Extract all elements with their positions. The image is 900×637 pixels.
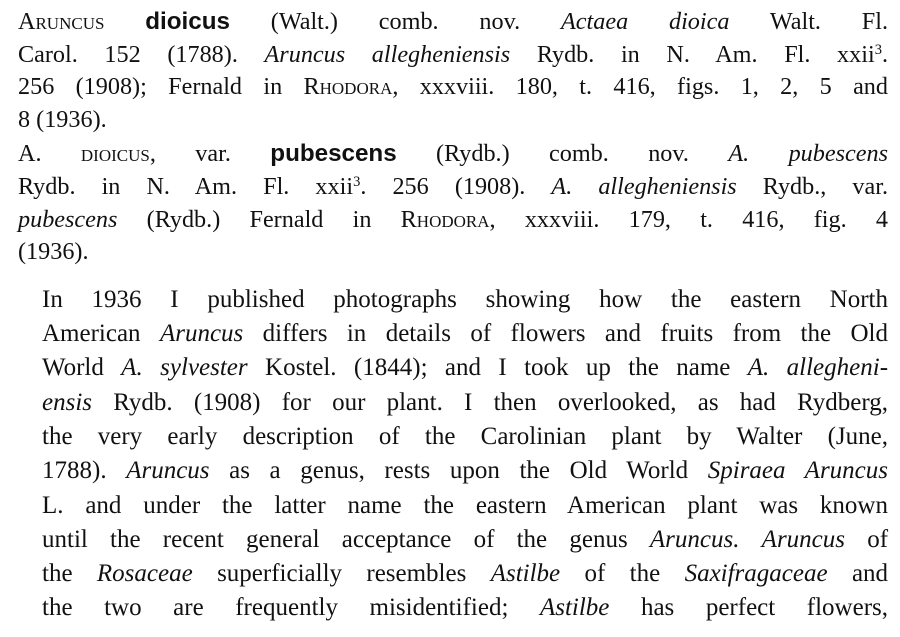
genus-name: Astilbe <box>539 594 610 622</box>
synonym-name: Actaea dioica <box>561 8 730 35</box>
species-name: A. sylvester <box>121 354 248 382</box>
superscript: 3 <box>874 41 882 58</box>
nomenclature-entry-aruncus-dioicus <box>18 6 888 136</box>
genus-name: Astilbe <box>490 560 561 588</box>
variety-name: pubescens <box>18 205 118 233</box>
text-line <box>18 317 888 351</box>
text-run: of the <box>584 560 661 588</box>
text-line <box>18 171 888 204</box>
text-run: American <box>42 320 141 348</box>
genus-name: Aruncus <box>18 8 105 35</box>
text-line <box>18 557 888 591</box>
text-line <box>18 523 888 557</box>
family-name: Saxifragaceae <box>684 560 828 588</box>
citation-text: Rydb. in N. Am. Fl. xxii <box>18 172 354 200</box>
family-name: Rosaceae <box>96 560 193 588</box>
genus-name: Aruncus. <box>649 525 740 553</box>
species-name: Spiraea Aruncus <box>707 457 888 485</box>
document-page <box>18 6 888 626</box>
citation-text: Carol. 152 (1788). <box>18 40 238 68</box>
journal-name: Rhodora <box>303 73 393 101</box>
citation-text: Rydb. in N. Am. Fl. xxii <box>536 40 875 68</box>
authority-text: (Rydb.) comb. nov. <box>436 140 689 168</box>
nomenclature-entry-var-pubescens <box>18 138 888 268</box>
punctuation: . <box>881 40 888 68</box>
text-run: and <box>851 560 889 588</box>
species-name: A. allegheni- <box>747 354 889 382</box>
synonym-name: Aruncus allegheniensis <box>264 40 511 68</box>
text-run: until the recent general acceptance of the genus <box>42 525 628 553</box>
species-name: dioicus <box>80 140 150 168</box>
journal-name: Rhodora <box>400 205 490 233</box>
citation-text: . 256 (1908). <box>360 172 526 200</box>
species-name: ensis <box>42 388 92 416</box>
text-line <box>18 204 888 237</box>
text-run: the <box>42 560 73 588</box>
genus-name: Aruncus <box>159 320 244 348</box>
citation-text: (Rydb.) Fernald in <box>146 205 372 233</box>
superscript: 3 <box>353 173 361 190</box>
text-run: has perfect flowers, <box>640 594 889 622</box>
variety-name: pubescens <box>270 140 397 168</box>
text-line <box>18 138 888 171</box>
text-line: In 1936 I published photographs showing how the eastern North <box>42 285 888 313</box>
text-run: of <box>867 525 889 553</box>
text-line <box>18 386 888 420</box>
text-line <box>18 71 888 104</box>
genus-name: Aruncus <box>761 525 845 553</box>
discussion-paragraph <box>18 283 888 626</box>
genus-abbrev: A. <box>18 140 42 168</box>
text-line <box>18 591 888 625</box>
text-run: Kostel. (1844); and I took up the name <box>265 354 731 382</box>
text-run: as a genus, rests upon the Old World <box>229 457 689 485</box>
text-line <box>18 39 888 72</box>
rank-text: , var. <box>149 140 231 168</box>
citation-text: Rydb., var. <box>762 172 888 200</box>
text-line: (1936). <box>18 238 89 266</box>
text-line: L. and under the latter name the eastern American plant was known <box>42 491 888 519</box>
text-line: the very early description of the Carolinian plant by Walter (June, <box>42 422 888 450</box>
authority-text: (Walt.) comb. nov. <box>270 8 521 35</box>
citation-text: 256 (1908); Fernald in <box>18 73 283 101</box>
text-line: 8 (1936). <box>18 105 107 133</box>
text-run: 1788). <box>42 457 107 485</box>
text-line <box>18 351 888 385</box>
citation-text: , xxxviii. 179, t. 416, fig. 4 <box>489 205 888 233</box>
synonym-name: A. allegheniensis <box>551 172 737 200</box>
synonym-name: A. pubescens <box>728 140 888 168</box>
text-run: differs in details of flowers and fruits from the Old <box>262 320 888 348</box>
text-run: World <box>42 354 104 382</box>
text-run: the two are frequently misidentified; <box>42 594 509 622</box>
text-run: Rydb. (1908) for our plant. I then overlooked, as had Rydberg, <box>113 388 889 416</box>
citation-text: Walt. Fl. <box>769 8 888 35</box>
text-line <box>18 454 888 488</box>
species-name: dioicus <box>145 8 230 35</box>
text-line <box>18 6 888 39</box>
citation-text: , xxxviii. 180, t. 416, figs. 1, 2, 5 and <box>392 73 888 101</box>
genus-name: Aruncus <box>126 457 210 485</box>
text-run: superficially resembles <box>217 560 467 588</box>
